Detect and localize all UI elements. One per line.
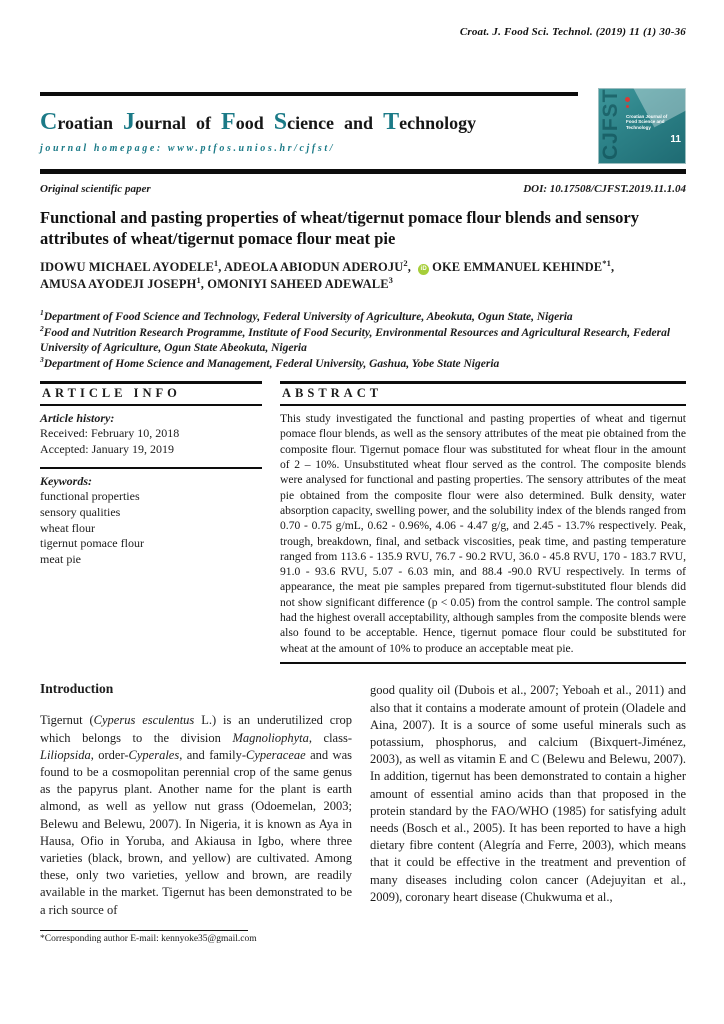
affiliation: $^3$Department of Home Science and Management, Federal University, Gashua, Yobe State Nigeria: [40, 355, 500, 371]
journal-masthead: [40, 88, 686, 174]
masthead-top-rule: [40, 92, 578, 96]
introduction-heading: Introduction: [40, 681, 114, 697]
abstract-rule-under-header: [280, 404, 686, 407]
article-info-divider: [40, 467, 262, 469]
author-name: OKE EMMANUEL KEHINDE$^{*1}$,: [432, 258, 615, 275]
footnote-rule: [40, 930, 248, 932]
authors-line-1: [40, 259, 686, 276]
masthead-bottom-rule: [40, 169, 686, 174]
keyword: functional properties: [40, 488, 140, 503]
keyword: wheat flour: [40, 520, 95, 535]
affiliation: $^1$Department of Food Science and Technology, Federal University of Agriculture, Abeokuta, Ogun State, Nigeria: [40, 307, 573, 323]
article-info-column: [40, 381, 262, 568]
journal-cover-thumbnail: [598, 88, 686, 164]
abstract-rule-bottom: [280, 662, 686, 665]
cover-red-dot-icon: [626, 105, 629, 108]
article-history-label: Article history:: [40, 411, 115, 426]
authors-block: [40, 259, 686, 293]
doi-label: DOI: 10.17508/CJFST.2019.11.1.04: [523, 183, 686, 195]
accepted-date: Accepted: January 19, 2019: [40, 441, 174, 456]
article-title: Functional and pasting properties of wheat/tigernut pomace flour blends and sensory attributes of wheat/tigernut pomace flour meat pie: [40, 208, 639, 249]
keywords-label: Keywords:: [40, 473, 92, 488]
orcid-icon[interactable]: iD: [418, 264, 429, 275]
corresponding-author-footnote[interactable]: *Corresponding author E-mail: kennyoke35@gmail.com: [40, 934, 257, 945]
keyword: sensory qualities: [40, 504, 121, 519]
article-info-rule-under-header: [40, 404, 262, 407]
affiliations-block: [40, 307, 686, 373]
cover-acronym: CJFST: [599, 88, 622, 160]
introduction-paragraph-left: Tigernut (Cyperus esculentus L.) is an underutilized crop which belongs to the division Magnoliophyta, class-Liliopsida, order-Cyperales, and family-Cyperaceae and was found to be a cosmopolitan perennial crop of the same genus as the papyrus plant. Another name for the plant is earth almond, as well as yellow nut grass (Odoemelan, 2003; Belewu and Belewu, 2007). In Nigeria, it is known as Aya in Hausa, Ofio in Yoruba, and Akiausa in Igbo, where three varieties (black, brown, and yellow) are cultivated. Among these, only two varieties, yellow and brown, are readily available in the market. Tigernut has been demonstrated to be a rich source of: [40, 713, 353, 917]
abstract-column: [280, 381, 686, 664]
introduction-right-column: [370, 681, 686, 944]
journal-title: Croatian Journal of Food Science and Technology: [40, 109, 477, 135]
running-head: Croat. J. Food Sci. Technol. (2019) 11 (1) 30-36: [459, 26, 686, 38]
paper-type-label: Original scientific paper: [40, 183, 151, 195]
masthead-left: [40, 92, 582, 154]
author-name: IDOWU MICHAEL AYODELE$^1$,: [40, 258, 225, 275]
keyword: tigernut pomace flour: [40, 536, 144, 551]
author-name: OMONIYI SAHEED ADEWALE$^3$: [207, 274, 394, 291]
received-date: Received: February 10, 2018: [40, 426, 180, 441]
abstract-header: ABSTRACT: [282, 385, 383, 400]
article-info-header: ARTICLE INFO: [42, 385, 181, 400]
introduction-section: [40, 681, 686, 944]
author-name: AMUSA AYODEJI JOSEPH$^1$,: [40, 274, 208, 291]
journal-homepage-link[interactable]: journal homepage: www.ptfos.unios.hr/cjfst/: [40, 143, 336, 154]
abstract-text: This study investigated the functional and pasting properties of wheat and tigernut pomace flour blends, as well as the sensory attributes of the meat pie obtained from the composite flour. Tigernut pomace flour was substituted for wheat flour in the amount of 2 – 10%. Unsubstituted wheat flour served as the control. The composite blends were analysed for functional and pasting properties. The sensory attributes of the meat pie obtained from the composite flour were also determined. Bulk density, water absorption capacity, swelling power, and the solubility index of the blends ranged from 0.70 - 0.75 g/mL, 0.62 - 0.96%, 4.06 - 4.47 g/g, and 2.45 - 13.7% respectively. Peak, trough, breakdown, final, and setback viscosities, peak time, and pasting temperature ranged from 113.6 - 135.9 RVU, 76.7 - 90.2 RVU, 36.0 - 45.8 RVU, 170 - 183.7 RVU, 91.0 - 93.6 RVU, 5.07 - 6.03 min, and 88.4 -90.0 RVU respectively. In terms of appearance, the meat pie samples prepared from tigernut-substituted flour blends did not show significant difference (p < 0.05) from the control sample. The control sample had the highest overall acceptability, although samples from the composite blends were also found to be acceptable. Hence, tigernut pomace flour could be substituted for wheat at the amount of 10% to produce an acceptable meat pie.: [280, 412, 686, 655]
keyword: meat pie: [40, 552, 81, 567]
cover-issue-number: 11: [670, 134, 681, 145]
author-name: ADEOLA ABIODUN ADEROJU$^2$,: [224, 258, 415, 275]
cover-red-dot-icon: [625, 97, 630, 102]
meta-row: [40, 183, 686, 195]
cover-small-title: Croatian Journal of Food Science and Technology: [626, 114, 668, 130]
info-abstract-section: [40, 381, 686, 664]
affiliation: $^2$Food and Nutrition Research Programme, Institute of Food Security, Environmental Resources and Agricultural Research, Federal University of Agriculture, Ogun State Abeokuta, Nigeria: [40, 323, 671, 355]
introduction-paragraph-right: good quality oil (Dubois et al., 2007; Yeboah et al., 2011) and also that it contains a moderate amount of protein (Oladele and Aina, 2007). It is a source of some useful minerals such as potassium, phosphorus, and calcium (Bixquert-Jiménez, 2003), as well as vitamin E and C (Belewu and Belewu, 2007). In addition, tigernut has been demonstrated to contain a higher amount of essential amino acids than that proposed in the protein standard by the FAO/WHO (1985) for satisfying adult needs (Bosch et al., 2005). It has been reported to have a high dietary fibre content (Alegría and Ferre, 2003), which means that it could be effective in the treatment and prevention of many diseases including colon cancer (Adejuyitan et al., 2009), coronary heart disease (Chukwuma et al.,: [370, 683, 686, 904]
introduction-left-column: [40, 681, 352, 944]
authors-line-2: [40, 276, 686, 293]
